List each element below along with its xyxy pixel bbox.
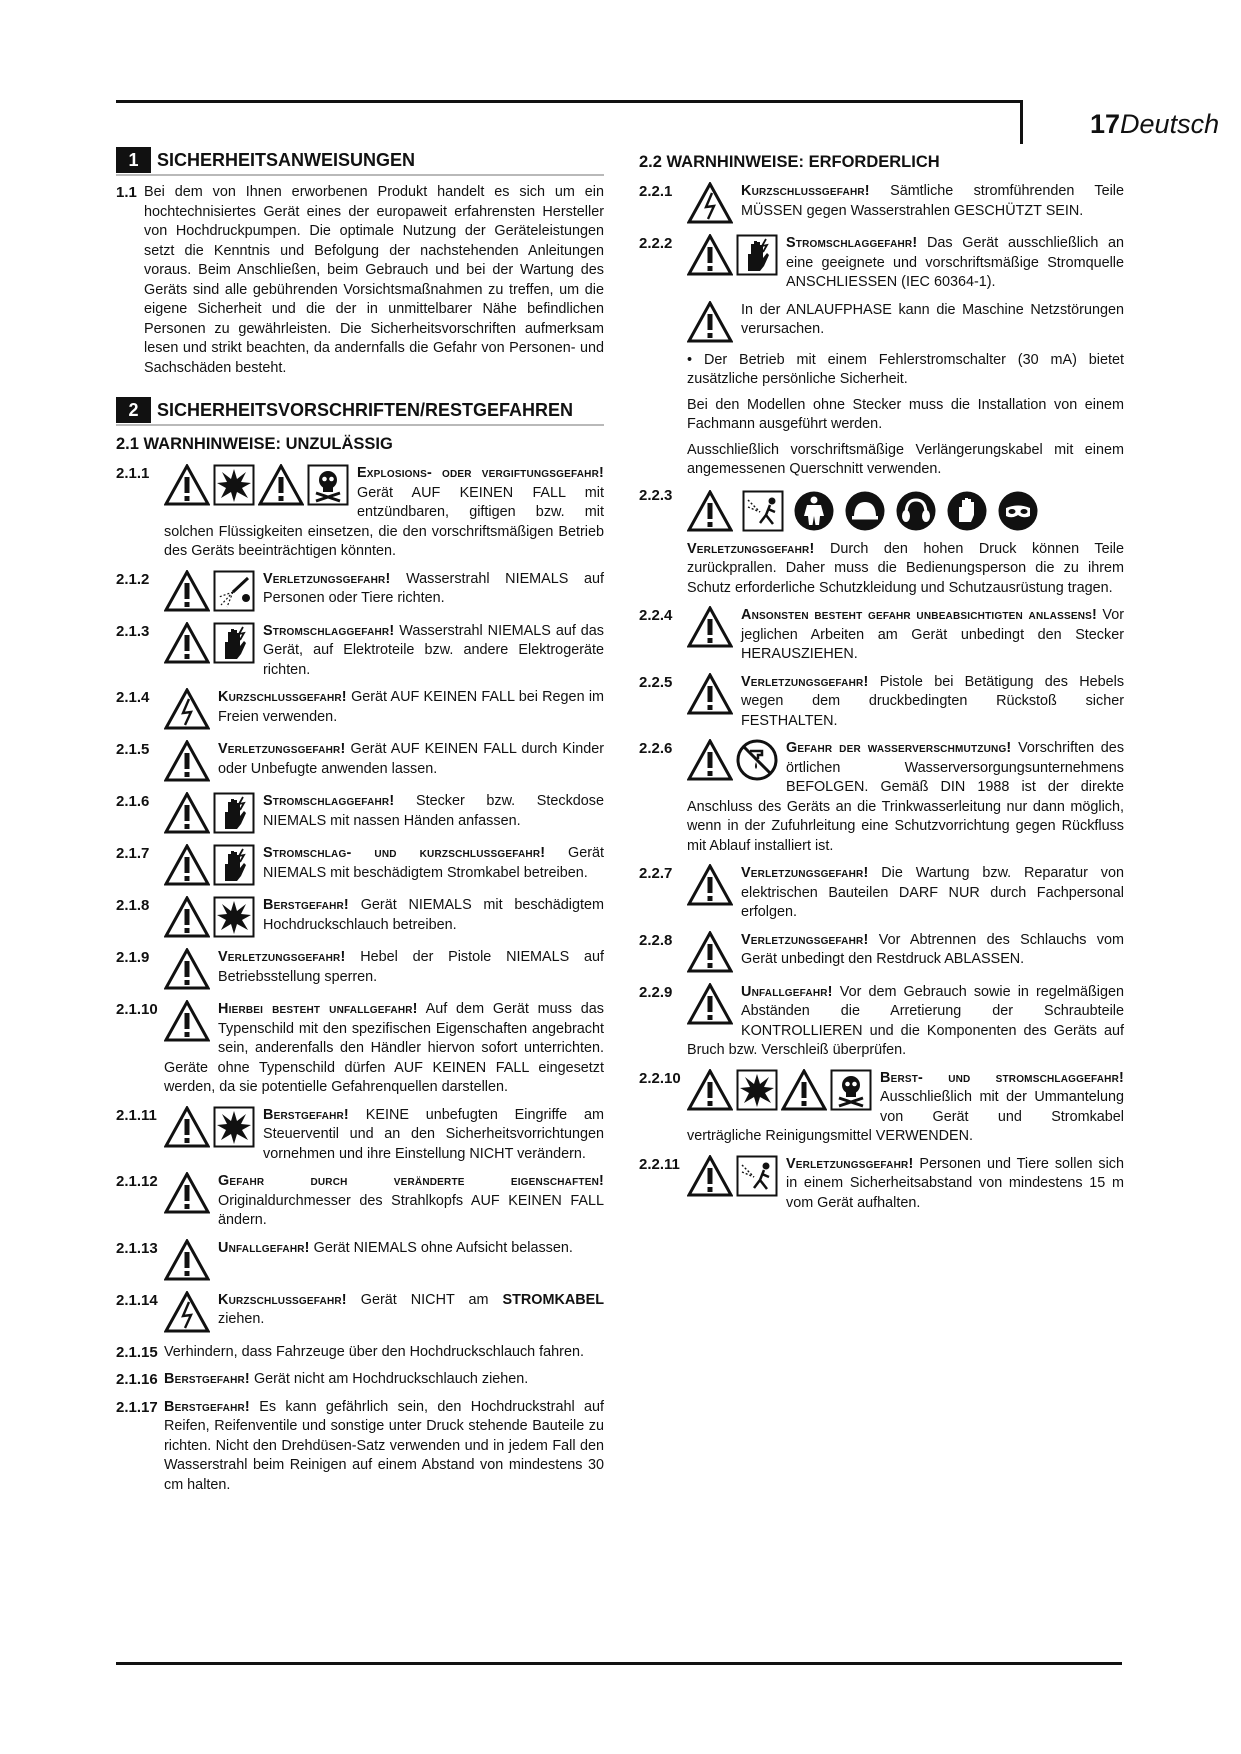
ear-protection-icon xyxy=(895,490,937,532)
rule-text: KEINE unbefugten Eingriffe am Steuerventil und an den Sicherheitsvorrichtungen vornehmen und ihre Einstellung NICHT verändern. xyxy=(263,1106,605,1162)
high-voltage-icon xyxy=(687,182,733,224)
warning-triangle-icon xyxy=(687,490,733,532)
icon-group xyxy=(164,1291,210,1333)
right-column xyxy=(639,146,1124,1221)
rule-number: 2.2.2 xyxy=(639,235,673,252)
rule-number: 2.2.6 xyxy=(639,740,673,757)
rule-text: Pistole bei Betätigung des Hebels wegen dem druckbedingten Rückstoß sicher FESTHALTEN. xyxy=(741,673,1125,729)
rule-text: Gerät NIEMALS mit beschädigtem Stromkabel betreiben. xyxy=(263,845,605,881)
warning-triangle-icon xyxy=(687,606,733,648)
electric-hand-icon xyxy=(213,844,255,886)
rule-text: Originaldurchmesser des Strahlkopfs AUF KEINEN FALL ändern. xyxy=(218,1192,604,1228)
rule-lead: Verletzungsgefahr! xyxy=(687,540,815,557)
rule-2-1-1 xyxy=(116,464,604,562)
rule-lead: Berstgefahr! xyxy=(263,1106,349,1123)
rule-2-2-11 xyxy=(639,1155,1124,1214)
rule-text: Das Gerät ausschließlich an eine geeignete und vorschriftsmäßige Stromquelle ANSCHLIESSEN (IEC 60364-1). xyxy=(786,235,1125,290)
section-1-number: 1 xyxy=(116,147,151,173)
rule-lead: Explosions- oder vergiftungsgefahr! xyxy=(357,465,604,481)
warning-triangle-icon xyxy=(687,1069,733,1111)
rule-tail: ziehen. xyxy=(218,1311,265,1327)
icon-group xyxy=(164,1172,210,1214)
warning-triangle-icon xyxy=(164,1239,210,1281)
rule-2-2-4 xyxy=(639,606,1124,665)
warning-triangle-icon xyxy=(687,739,733,781)
rule-lead: Unfallgefahr! xyxy=(218,1239,310,1256)
warning-triangle-icon xyxy=(164,792,210,834)
icon-group xyxy=(164,570,255,612)
rule-2-2-10 xyxy=(639,1069,1124,1147)
rule-number: 2.1.9 xyxy=(116,949,150,966)
rule-text: Wasserstrahl NIEMALS auf Personen oder Tiere richten. xyxy=(263,570,605,606)
rule-number: 2.1.1 xyxy=(116,465,150,482)
rule-number: 2.2.1 xyxy=(639,183,673,200)
rule-2-1-10 xyxy=(116,1000,604,1098)
rule-2-1-6 xyxy=(116,792,604,836)
water-spray-icon xyxy=(742,490,784,532)
rule-number: 2.2.9 xyxy=(639,983,673,1001)
warning-triangle-icon xyxy=(687,864,733,906)
rule-2-2-1 xyxy=(639,182,1124,226)
rule-number: 2.2.5 xyxy=(639,673,673,691)
rule-lead: Verletzungsgefahr! xyxy=(741,865,869,881)
rule-text: Personen und Tiere sollen sich in einem Sicherheitsabstand von mindestens 15 m vom Gerät aufhalten. xyxy=(786,1155,1124,1211)
icon-group xyxy=(687,864,733,906)
rule-number: 2.1.13 xyxy=(116,1239,158,1257)
rule-lead: Verletzungsgefahr! xyxy=(741,931,869,948)
rule-lead: Berstgefahr! xyxy=(164,1371,250,1387)
icon-group xyxy=(687,931,733,973)
rule-2-2-5 xyxy=(639,673,1124,732)
rule-lead: Unfallgefahr! xyxy=(741,983,833,1000)
rule-lead: Kurzschlussgefahr! xyxy=(741,183,870,199)
page-number: 17 xyxy=(1090,109,1121,139)
rule-2-1-15 xyxy=(116,1343,604,1363)
rule-2-2-3 xyxy=(639,486,1124,599)
icon-group xyxy=(164,1000,210,1042)
intro-paragraph xyxy=(116,183,604,378)
warning-triangle-icon xyxy=(164,1172,210,1214)
rule-lead: Stromschlag- und kurzschlussgefahr! xyxy=(263,845,546,861)
electric-hand-icon xyxy=(213,792,255,834)
rule-2-2-7 xyxy=(639,864,1124,923)
rule-lead: Verletzungsgefahr! xyxy=(741,673,869,690)
rule-text: Vor Abtrennen des Schlauchs vom Gerät unbedingt den Restdruck ABLASSEN. xyxy=(741,931,1124,967)
warning-triangle-icon xyxy=(687,673,733,715)
warning-triangle-icon xyxy=(687,301,733,343)
warning-triangle-icon xyxy=(164,464,210,506)
icon-group xyxy=(164,792,255,834)
rule-lead: Verletzungsgefahr! xyxy=(263,570,391,587)
rule-2-1-5 xyxy=(116,740,604,784)
section-2-heading xyxy=(116,396,604,426)
rule-text: Die Wartung bzw. Reparatur von elektrischen Bauteilen DARF NUR durch Fachpersonal erfolgen. xyxy=(741,865,1124,920)
rule-text: Verhindern, dass Fahrzeuge über den Hochdruckschlauch fahren. xyxy=(164,1343,584,1360)
icon-group xyxy=(687,739,778,781)
rule-2-1-16 xyxy=(116,1370,604,1390)
warning-triangle-icon xyxy=(687,931,733,973)
water-spray-icon xyxy=(736,1155,778,1197)
skull-toxic-icon xyxy=(307,464,349,506)
electric-hand-icon xyxy=(213,622,255,664)
rule-number: 2.1.14 xyxy=(116,1291,158,1309)
startup-note-text: In der ANLAUFPHASE kann die Maschine Netzstörungen verursachen. xyxy=(741,301,1124,337)
warning-triangle-icon xyxy=(164,1000,210,1042)
icon-group xyxy=(687,983,733,1025)
section-2-title: SICHERHEITSVORSCHRIFTEN/RESTGEFAHREN xyxy=(157,399,574,420)
icon-group xyxy=(164,948,210,990)
rule-strong: STROMKABEL xyxy=(502,1291,605,1308)
rule-2-1-9 xyxy=(116,948,604,992)
rule-text: Gerät NIEMALS ohne Aufsicht belassen. xyxy=(313,1239,573,1256)
icon-group xyxy=(164,622,255,664)
rule-text: Durch den hohen Druck können Teile zurückprallen. Daher muss die Bedienungsperson die zu ihrem Schutz erforderliche Schutzkleidung und Schutzausrüstung tragen. xyxy=(687,540,1125,596)
icon-group xyxy=(687,234,778,276)
rule-number: 2.1.2 xyxy=(116,570,150,588)
rule-text: Ausschließlich mit der Ummantelung von Gerät und Stromkabel verträgliche Reinigungsmittel VERWENDEN. xyxy=(687,1089,1124,1144)
rule-lead: Kurzschlussgefahr! xyxy=(218,1291,347,1308)
warning-triangle-icon xyxy=(687,1155,733,1197)
subsection-2-1-title: 2.1 WARNHINWEISE: UNZULÄSSIG xyxy=(116,435,393,453)
section-2-number: 2 xyxy=(116,397,151,423)
protective-suit-icon xyxy=(793,490,835,532)
rule-text: Gerät NICHT am xyxy=(360,1291,489,1308)
rule-text: Gerät nicht am Hochdruckschlauch ziehen. xyxy=(253,1371,529,1387)
rule-number: 2.2.7 xyxy=(639,865,673,882)
intro-number: 1.1 xyxy=(116,184,137,201)
rule-number: 2.1.8 xyxy=(116,897,150,914)
rule-lead: Stromschlaggefahr! xyxy=(263,622,395,639)
extension-cable-paragraph: Ausschließlich vorschriftsmäßige Verlängerungskabel mit einem angemessenen Querschnitt verwenden. xyxy=(687,441,1124,477)
rule-text: Es kann gefährlich sein, den Hochdruckstrahl auf Reifen, Reifenventile und sonstige unter Druck stehende Bauteile zu richten. Nicht den Drehdüsen-Satz verwenden und in jedem Fall den Wasserstrahl beim Reinigen auf einem Abstand von mindestens 30 cm halten. xyxy=(164,1398,604,1493)
icon-group xyxy=(687,490,1124,532)
rule-lead: Stromschlaggefahr! xyxy=(263,793,395,809)
rule-text: Hebel der Pistole NIEMALS auf Betriebsstellung sperren. xyxy=(218,949,604,985)
warning-triangle-icon xyxy=(164,740,210,782)
rule-text: Gerät NIEMALS mit beschädigtem Hochdruckschlauch betreiben. xyxy=(263,897,604,933)
explosion-icon xyxy=(213,1106,255,1148)
no-drinking-water-icon xyxy=(736,739,778,781)
icon-group xyxy=(687,1069,872,1111)
rule-text: Vor dem Gebrauch sowie in regelmäßigen Abständen die Arretierung der Schraubteile KONTROLLIEREN und die Komponenten des Geräts auf Bruch bzw. Verschleiß überprüfen. xyxy=(687,983,1124,1058)
warning-triangle-icon xyxy=(687,983,733,1025)
rule-number: 2.2.10 xyxy=(639,1069,681,1087)
rule-number: 2.1.4 xyxy=(116,689,150,706)
rule-text: Gerät AUF KEINEN FALL bei Regen im Freien verwenden. xyxy=(218,689,605,725)
icon-group xyxy=(164,688,210,730)
warning-triangle-icon xyxy=(687,234,733,276)
skull-toxic-icon xyxy=(830,1069,872,1111)
helmet-icon xyxy=(844,490,886,532)
rule-number: 2.2.4 xyxy=(639,607,673,624)
subsection-2-2-title: 2.2 WARNHINWEISE: ERFORDERLICH xyxy=(639,153,940,171)
rule-2-1-4 xyxy=(116,688,604,732)
electric-hand-icon xyxy=(736,234,778,276)
rule-text: Vor jeglichen Arbeiten am Gerät unbedingt den Stecker HERAUSZIEHEN. xyxy=(741,607,1125,662)
rule-number: 2.1.6 xyxy=(116,793,150,810)
rule-2-1-11 xyxy=(116,1106,604,1165)
rule-lead: Hierbei besteht unfallgefahr! xyxy=(218,1001,418,1017)
rule-lead: Ansonsten besteht gefahr unbeabsichtigten anlassens! xyxy=(741,607,1098,623)
rule-lead: Berstgefahr! xyxy=(263,897,349,913)
warning-triangle-icon xyxy=(164,896,210,938)
water-jet-person-icon xyxy=(213,570,255,612)
section-1-heading xyxy=(116,146,604,176)
rcd-paragraph: • Der Betrieb mit einem Fehlerstromschalter (30 mA) bietet zusätzliche persönliche Sicherheit. xyxy=(687,351,1124,387)
rule-lead: Gefahr durch veränderte eigenschaften! xyxy=(218,1173,604,1189)
icon-group xyxy=(687,182,733,224)
rule-text: Auf dem Gerät muss das Typenschild mit den spezifischen Eigenschaften angebracht sein, anderenfalls den Händler hiervon sofort unterrichten. Geräte ohne Typenschild dürfen AUF KEINEN FALL eingesetzt werden, da sie potentielle Gefahrenquellen darstellen. xyxy=(164,1001,604,1095)
rule-2-2-8 xyxy=(639,931,1124,975)
rule-text: Stecker bzw. Steckdose NIEMALS mit nassen Händen anfassen. xyxy=(263,793,605,829)
rule-2-1-3 xyxy=(116,622,604,681)
rule-number: 2.1.3 xyxy=(116,622,150,640)
explosion-icon xyxy=(213,464,255,506)
warning-triangle-icon xyxy=(258,464,304,506)
rule-number: 2.1.16 xyxy=(116,1371,158,1388)
rule-number: 2.1.7 xyxy=(116,845,150,862)
page-language: Deutsch xyxy=(1120,109,1220,139)
icon-group xyxy=(687,673,733,715)
explosion-icon xyxy=(213,896,255,938)
warning-triangle-icon xyxy=(164,622,210,664)
rule-number: 2.2.11 xyxy=(639,1155,680,1173)
icon-group xyxy=(164,896,255,938)
rule-lead: Kurzschlussgefahr! xyxy=(218,689,347,705)
rule-lead: Berst- und stromschlaggefahr! xyxy=(880,1069,1124,1086)
icon-group xyxy=(687,301,733,343)
rule-2-1-8 xyxy=(116,896,604,940)
rule-2-1-13 xyxy=(116,1239,604,1283)
rule-lead: Stromschlaggefahr! xyxy=(786,235,918,251)
footer-rule xyxy=(116,1662,1122,1665)
warning-triangle-icon xyxy=(164,1106,210,1148)
rule-lead: Verletzungsgefahr! xyxy=(218,741,346,757)
plug-paragraph: Bei den Modellen ohne Stecker muss die Installation von einem Fachmann ausgeführt werden. xyxy=(687,396,1124,432)
rule-number: 2.2.8 xyxy=(639,931,673,949)
rule-2-1-14 xyxy=(116,1291,604,1335)
rule-text: Gerät AUF KEINEN FALL mit entzündbaren, giftigen bzw. mit solchen Flüssigkeiten einsetzen, die den vorschriftsmäßigen Betrieb des Geräts beeinträchtigen könnten. xyxy=(164,484,604,559)
warning-triangle-icon xyxy=(164,948,210,990)
left-column xyxy=(116,146,604,1503)
rule-lead: Verletzungsgefahr! xyxy=(218,949,346,965)
icon-group xyxy=(164,740,210,782)
rule-lead: Berstgefahr! xyxy=(164,1398,250,1415)
rule-2-1-17 xyxy=(116,1398,604,1496)
icon-group xyxy=(687,1155,778,1197)
warning-triangle-icon xyxy=(781,1069,827,1111)
rule-2-2-9 xyxy=(639,983,1124,1061)
rule-number: 2.1.15 xyxy=(116,1343,158,1361)
rule-text: Vorschriften des örtlichen Wasserversorgungsunternehmens BEFOLGEN. Gemäß DIN 1988 ist der direkte Anschluss des Geräts an die Trinkwasserleitung nur dann möglich, wenn in der Zufuhrleitung eine Schutzvorrichtung gegen Rückfluss mit Ablauf installiert ist. xyxy=(687,740,1125,854)
rule-number: 2.2.3 xyxy=(639,486,673,504)
rule-number: 2.1.5 xyxy=(116,741,150,758)
rule-2-2-6 xyxy=(639,739,1124,856)
rule-number: 2.1.12 xyxy=(116,1173,158,1190)
rule-number: 2.1.10 xyxy=(116,1001,158,1018)
high-voltage-icon xyxy=(164,688,210,730)
rule-lead: Verletzungsgefahr! xyxy=(786,1155,914,1172)
header-rule xyxy=(116,100,1022,103)
rule-2-2-2 xyxy=(639,234,1124,293)
icon-group xyxy=(687,606,733,648)
icon-group xyxy=(164,1106,255,1148)
rule-2-1-12 xyxy=(116,1172,604,1231)
icon-group xyxy=(164,464,349,506)
icon-group xyxy=(164,1239,210,1281)
startup-note xyxy=(687,301,1124,345)
warning-triangle-icon xyxy=(164,570,210,612)
page-header xyxy=(1090,106,1241,142)
rule-2-1-7 xyxy=(116,844,604,888)
gloves-icon xyxy=(946,490,988,532)
icon-group xyxy=(164,844,255,886)
rule-number: 2.1.11 xyxy=(116,1106,157,1124)
section-1-title: SICHERHEITSANWEISUNGEN xyxy=(157,149,416,170)
rule-text: Sämtliche stromführenden Teile MÜSSEN gegen Wasserstrahlen GESCHÜTZT SEIN. xyxy=(741,183,1124,219)
intro-text: Bei dem von Ihnen erworbenen Produkt handelt es sich um ein hochtechnisiertes Gerät eines der europaweit erfahrensten Hersteller von Hochdruckpumpen. Die optimale Nutzung der Geräteleistungen setzt die Kenntnis und Befolgung der nachstehenden Anleitungen voraus. Beim Anschließen, beim Gebrauch und bei der Wartung des Geräts sind alle gebührenden Vorsichtsmaßnahmen zu treffen, um die eigene Sicherheit und die der in unmittelbarer Nähe befindlichen Personen zu gewährleisten. Die Sicherheitsvorschriften aufmerksam lesen und strikt beachten, da andernfalls die Gefahr von Personen- und Sachschäden besteht. xyxy=(144,184,604,376)
rule-text: Gerät AUF KEINEN FALL durch Kinder oder Unbefugte anwenden lassen. xyxy=(218,741,604,777)
rule-number: 2.1.17 xyxy=(116,1398,158,1416)
rule-lead: Gefahr der wasserverschmutzung! xyxy=(786,740,1012,756)
rule-2-1-2 xyxy=(116,570,604,614)
goggles-icon xyxy=(997,490,1039,532)
high-voltage-icon xyxy=(164,1291,210,1333)
header-rule-end xyxy=(1020,100,1023,144)
warning-triangle-icon xyxy=(164,844,210,886)
rule-text: Wasserstrahl NIEMALS auf das Gerät, auf Elektroteile bzw. andere Elektrogeräte richten. xyxy=(263,622,604,678)
explosion-icon xyxy=(736,1069,778,1111)
